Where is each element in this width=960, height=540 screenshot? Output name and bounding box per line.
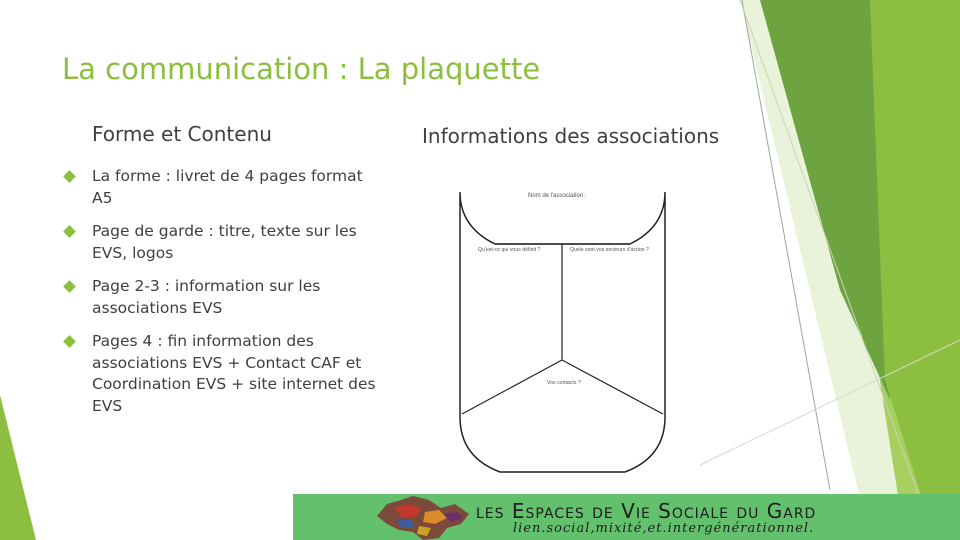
footer-banner: [293, 494, 960, 540]
slide-title: La communication : La plaquette: [62, 52, 541, 86]
bullet-text: Page de garde : titre, texte sur les EVS, logos: [92, 222, 357, 262]
gard-map-logo: [373, 494, 473, 540]
banner-title: les Espaces de Vie Sociale du Gard: [476, 499, 817, 523]
list-item: [62, 331, 382, 417]
bullet-text: La forme : livret de 4 pages format A5: [92, 167, 363, 207]
diamond-bullet-icon: [63, 225, 76, 238]
diamond-bullet-icon: [63, 335, 76, 348]
list-item: [62, 166, 382, 209]
left-heading: Forme et Contenu: [92, 122, 272, 146]
diagram-contacts-label: Vos contacts ?: [547, 380, 581, 386]
diagram-name-label: Nom de l'association :: [528, 193, 587, 199]
right-heading: Informations des associations: [422, 124, 720, 148]
bullet-text: Pages 4 : fin information des associations EVS + Contact CAF et Coordination EVS + site internet des EVS: [92, 332, 376, 415]
list-item: [62, 221, 382, 264]
bullet-text: Page 2-3 : information sur les associations EVS: [92, 277, 321, 317]
diagram-question-right: Quels sont vos secteurs d'action ?: [570, 247, 649, 253]
list-item: [62, 276, 382, 319]
diamond-bullet-icon: [63, 170, 76, 183]
banner-tagline: lien.social,mixité,et.intergénérationnel.: [513, 521, 815, 536]
left-green-strip: [0, 395, 36, 540]
bullet-list: [62, 166, 382, 429]
association-diagram: [440, 182, 680, 482]
diamond-bullet-icon: [63, 280, 76, 293]
diagram-question-left: Qu'est-ce qui vous définit ?: [478, 247, 541, 253]
